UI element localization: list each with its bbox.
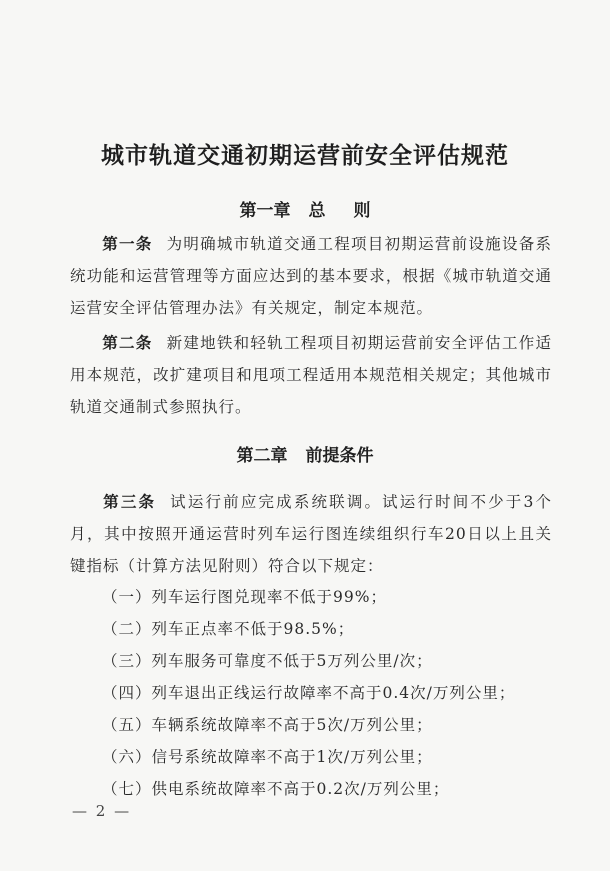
list-item: （二）列车正点率不低于98.5%； xyxy=(102,620,355,638)
chapter-1-heading xyxy=(0,196,610,221)
chapter-2-name: 前提条件 xyxy=(305,446,374,466)
chapter-2-heading xyxy=(0,441,610,466)
article-1-text: 为明确城市轨道交通工程项目初期运营前设施设备系统功能和运营管理等方面应达到的基本要求，根据《城市轨道交通运营安全评估管理办法》有关规定，制定本规范。 xyxy=(70,235,552,317)
list-item: （五）车辆系统故障率不高于5次/万列公里； xyxy=(102,716,433,734)
list-item: （三）列车服务可靠度不低于5万列公里/次； xyxy=(102,652,433,670)
list-item: （六）信号系统故障率不高于1次/万列公里； xyxy=(102,748,433,766)
list-item: （一）列车运行图兑现率不低于99%； xyxy=(102,588,387,606)
list-item: （七）供电系统故障率不高于0.2次/万列公里； xyxy=(102,780,450,798)
article-1 xyxy=(70,228,552,324)
article-3-lead: 第三条 xyxy=(102,492,157,511)
page-number: — 2 — xyxy=(72,802,132,820)
article-3 xyxy=(70,486,552,582)
document-title: 城市轨道交通初期运营前安全评估规范 xyxy=(101,142,509,169)
chapter-2-number: 第二章 xyxy=(236,446,288,466)
article-2-lead: 第二条 xyxy=(102,333,153,352)
chapter-1-name-b: 则 xyxy=(353,201,371,221)
list-item: （四）列车退出正线运行故障率不高于0.4次/万列公里； xyxy=(102,684,516,702)
article-2-text: 新建地铁和轻轨工程项目初期运营前安全评估工作适用本规范，改扩建项目和甩项工程适用本规范相关规定；其他城市轨道交通制式参照执行。 xyxy=(70,334,552,416)
article-2 xyxy=(70,327,552,423)
article-3-text: 试运行前应完成系统联调。试运行时间不少于3个月，其中按照开通运营时列车运行图连续组织行车20日以上且关键指标（计算方法见附则）符合以下规定： xyxy=(70,493,552,575)
chapter-1-name-a: 总 xyxy=(308,201,326,221)
article-1-lead: 第一条 xyxy=(102,234,153,253)
chapter-1-number: 第一章 xyxy=(239,201,291,221)
